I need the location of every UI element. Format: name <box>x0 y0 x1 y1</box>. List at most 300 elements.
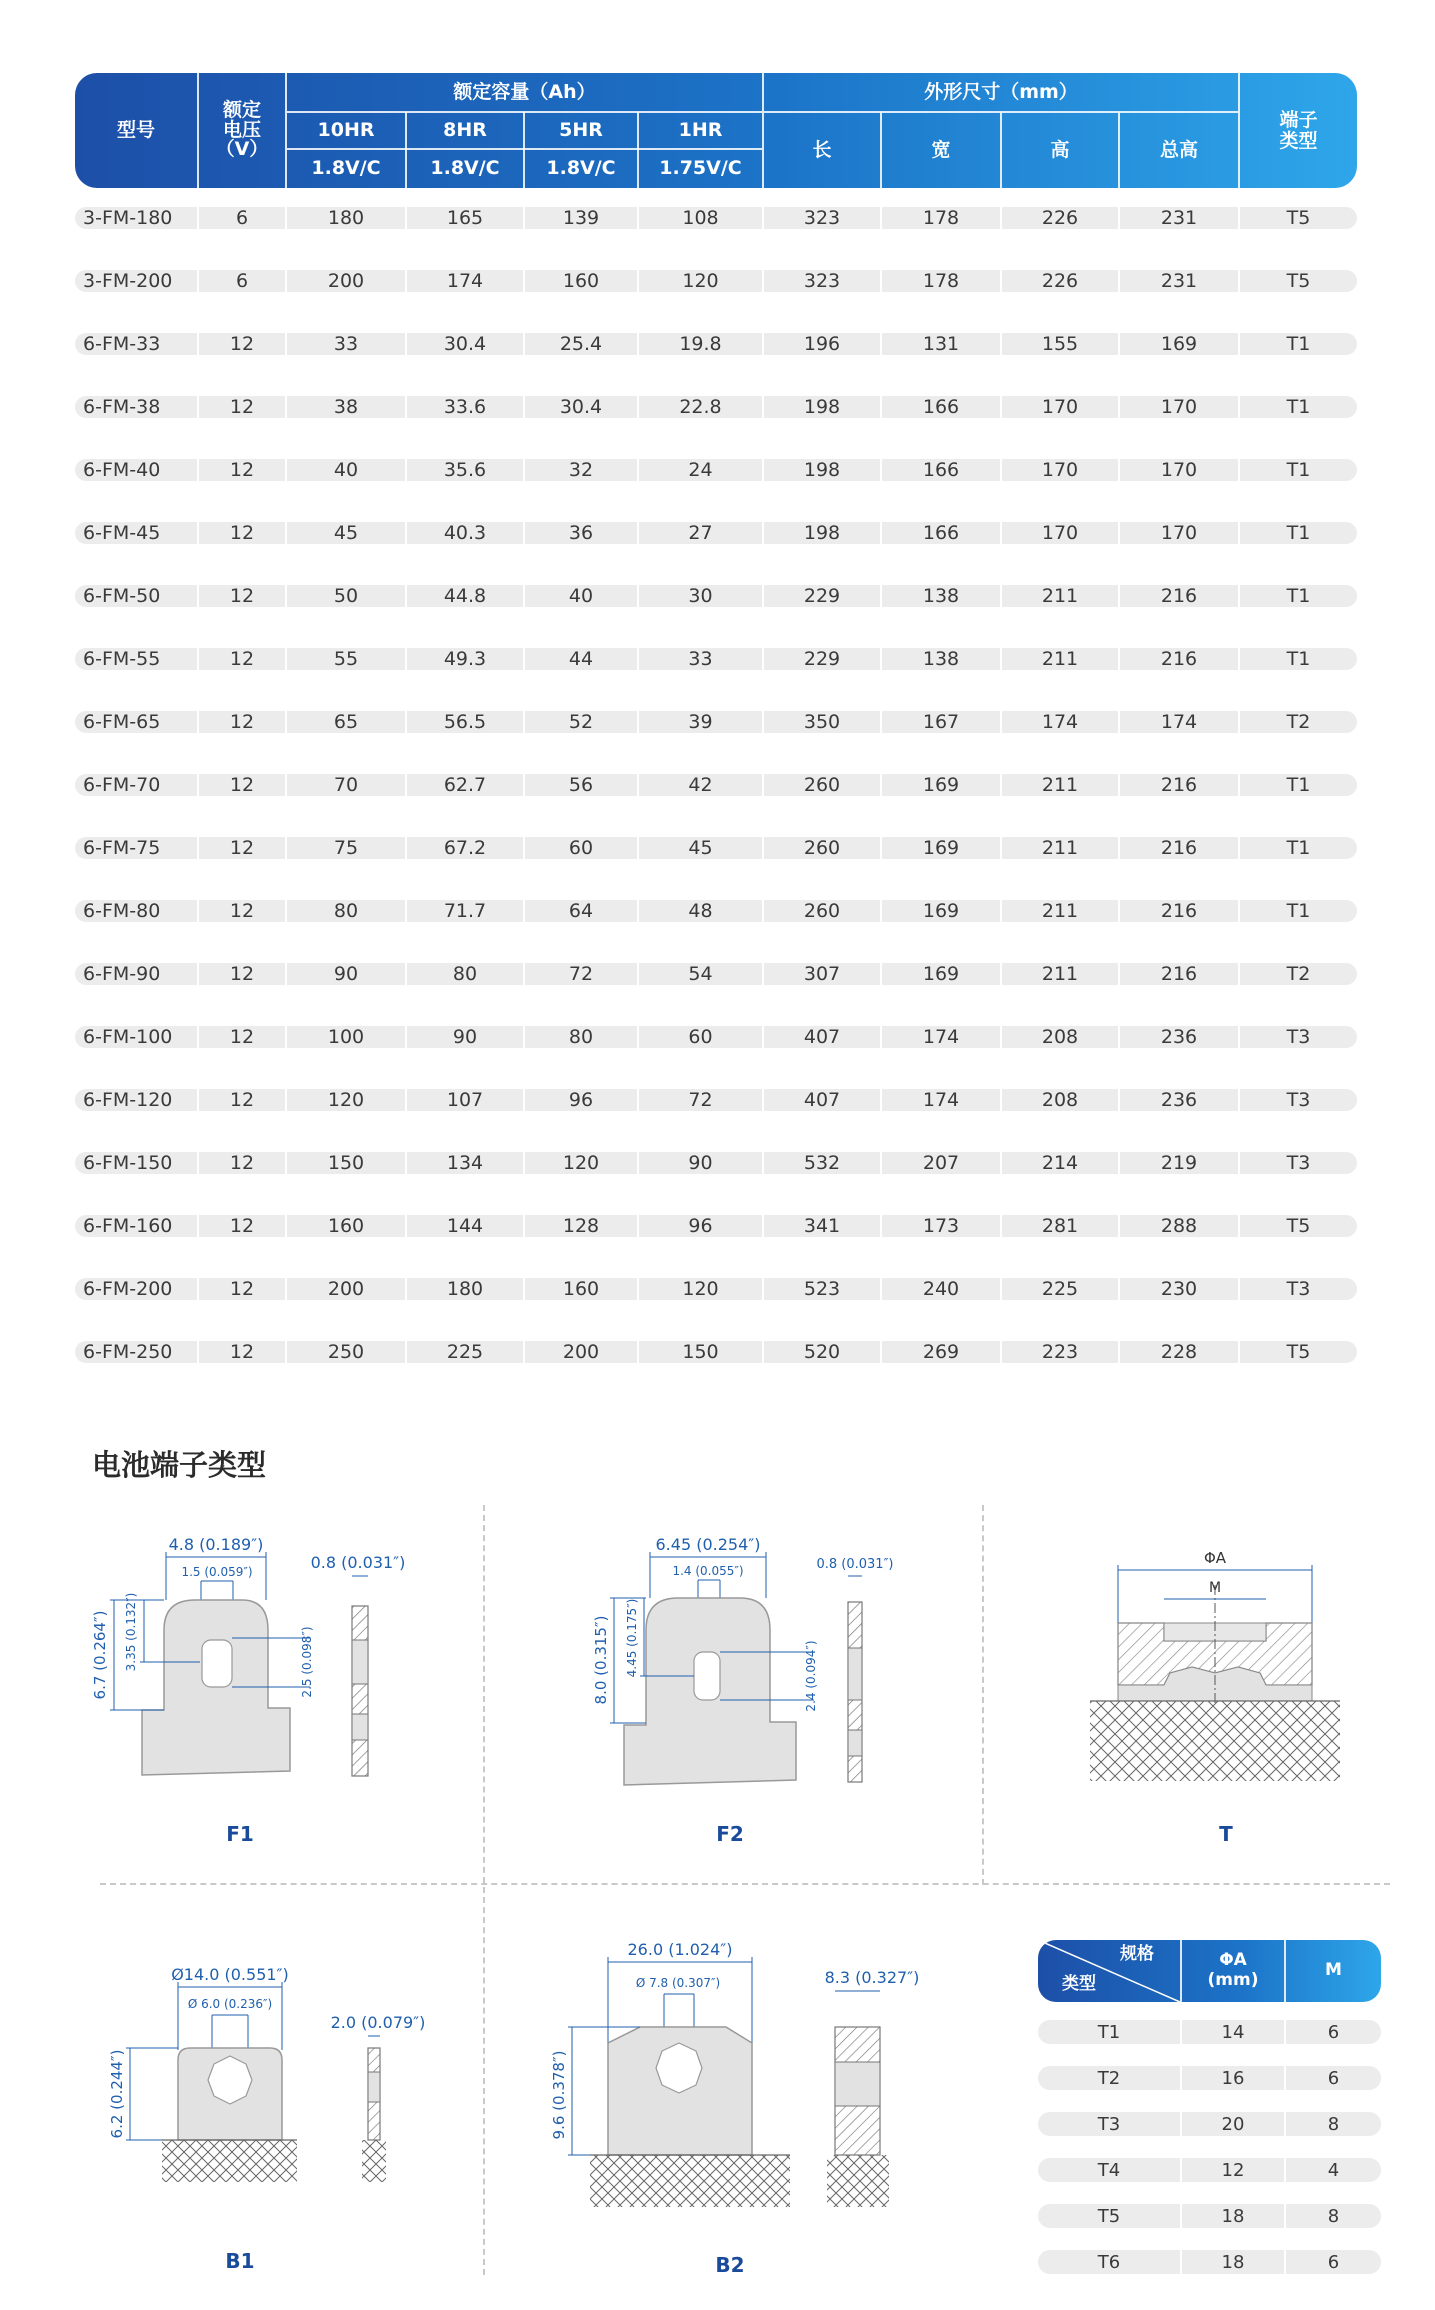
table-cell: T1 <box>1240 459 1357 481</box>
table-cell: 12 <box>199 837 285 859</box>
table-cell: 178 <box>882 270 1000 292</box>
table-cell: 166 <box>882 522 1000 544</box>
terminal-spec-cell: 6 <box>1286 2020 1381 2044</box>
table-cell: 178 <box>882 207 1000 229</box>
table-cell: 229 <box>764 585 880 607</box>
table-cell: 307 <box>764 963 880 985</box>
table-cell: 33.6 <box>407 396 523 418</box>
table-cell: 160 <box>287 1215 405 1237</box>
table-cell: 64 <box>525 900 637 922</box>
f1-dim-hole-pos: 3.35 (0.132″) <box>124 1592 138 1672</box>
table-cell: 523 <box>764 1278 880 1300</box>
table-cell: 67.2 <box>407 837 523 859</box>
terminal-spec-cell: 14 <box>1182 2020 1284 2044</box>
table-cell: 60 <box>639 1026 762 1048</box>
terminal-spec-cell: 8 <box>1286 2112 1381 2136</box>
table-cell: 19.8 <box>639 333 762 355</box>
table-row <box>75 522 1357 544</box>
table-cell: 71.7 <box>407 900 523 922</box>
table-cell: 6 <box>199 270 285 292</box>
terminal-spec-cell: 20 <box>1182 2112 1284 2136</box>
table-cell: 3-FM-180 <box>75 207 197 229</box>
terminal-spec-cell: T6 <box>1038 2250 1180 2274</box>
table-cell: 24 <box>639 459 762 481</box>
table-cell: 22.8 <box>639 396 762 418</box>
table-row <box>75 648 1357 670</box>
table-cell: 134 <box>407 1152 523 1174</box>
table-cell: 6-FM-33 <box>75 333 197 355</box>
table-cell: 72 <box>639 1089 762 1111</box>
f1-dim-slot: 1.5 (0.059″) <box>181 1565 253 1579</box>
b2-dim-thickness: 8.3 (0.327″) <box>824 1968 920 1987</box>
header-model: 型号 <box>116 118 155 141</box>
table-cell: 216 <box>1120 963 1238 985</box>
b1-dim-thickness: 2.0 (0.079″) <box>330 2013 426 2032</box>
table-cell: 40 <box>525 585 637 607</box>
b2-dim-height: 9.6 (0.378″) <box>550 2050 568 2140</box>
table-cell: 208 <box>1002 1089 1118 1111</box>
table-row <box>75 711 1357 733</box>
table-cell: 40 <box>287 459 405 481</box>
table-cell: 139 <box>525 207 637 229</box>
table-cell: 230 <box>1120 1278 1238 1300</box>
table-cell: 6-FM-70 <box>75 774 197 796</box>
table-cell: 169 <box>882 963 1000 985</box>
table-cell: 170 <box>1002 396 1118 418</box>
table-cell: 200 <box>287 270 405 292</box>
table-cell: 198 <box>764 459 880 481</box>
spec-table <box>75 73 1357 1363</box>
terminal-spec-cell: 6 <box>1286 2066 1381 2090</box>
table-cell: 160 <box>525 1278 637 1300</box>
table-cell: 120 <box>287 1089 405 1111</box>
table-cell: T3 <box>1240 1026 1357 1048</box>
table-cell: 228 <box>1120 1341 1238 1363</box>
terminal-spec-row <box>1038 2020 1381 2044</box>
table-cell: 288 <box>1120 1215 1238 1237</box>
table-cell: 208 <box>1002 1026 1118 1048</box>
terminal-t-label: T <box>1219 1822 1233 1846</box>
table-cell: 6-FM-90 <box>75 963 197 985</box>
table-cell: T2 <box>1240 963 1357 985</box>
table-cell: 6 <box>199 207 285 229</box>
table-cell: 27 <box>639 522 762 544</box>
table-cell: 323 <box>764 270 880 292</box>
table-cell: 120 <box>525 1152 637 1174</box>
terminal-b2-label: B2 <box>715 2253 745 2277</box>
header-terminal: 端子 类型 <box>1279 108 1318 152</box>
table-cell: 107 <box>407 1089 523 1111</box>
table-cell: 160 <box>525 270 637 292</box>
b1-dim-height: 6.2 (0.244″) <box>108 2049 126 2139</box>
table-cell: 407 <box>764 1089 880 1111</box>
table-cell: 39 <box>639 711 762 733</box>
table-cell: 25.4 <box>525 333 637 355</box>
table-cell: 108 <box>639 207 762 229</box>
table-cell: 12 <box>199 522 285 544</box>
table-cell: 174 <box>1002 711 1118 733</box>
terminal-section-title: 电池端子类型 <box>92 1448 267 1482</box>
header-dimension-group: 外形尺寸（mm） <box>924 80 1078 103</box>
f2-dim-height: 8.0 (0.315″) <box>592 1615 610 1705</box>
table-cell: 174 <box>1120 711 1238 733</box>
table-cell: 12 <box>199 585 285 607</box>
table-cell: 166 <box>882 396 1000 418</box>
table-cell: 350 <box>764 711 880 733</box>
table-cell: 211 <box>1002 963 1118 985</box>
table-cell: T1 <box>1240 774 1357 796</box>
table-cell: 6-FM-160 <box>75 1215 197 1237</box>
b2-dim-hole: Ø 7.8 (0.307″) <box>635 1976 721 1990</box>
header-rate-5hr: 5HR <box>559 118 603 141</box>
table-row <box>75 1152 1357 1174</box>
table-cell: 36 <box>525 522 637 544</box>
terminal-spec-cell: T3 <box>1038 2112 1180 2136</box>
table-cell: 269 <box>882 1341 1000 1363</box>
table-cell: 54 <box>639 963 762 985</box>
table-cell: 169 <box>882 837 1000 859</box>
table-cell: 225 <box>407 1341 523 1363</box>
table-cell: 42 <box>639 774 762 796</box>
table-cell: 407 <box>764 1026 880 1048</box>
table-cell: 48 <box>639 900 762 922</box>
table-cell: 12 <box>199 900 285 922</box>
table-cell: 50 <box>287 585 405 607</box>
f2-dim-width: 6.45 (0.254″) <box>655 1535 761 1554</box>
table-cell: 216 <box>1120 774 1238 796</box>
terminal-spec-cell: 4 <box>1286 2158 1381 2182</box>
table-cell: 30.4 <box>407 333 523 355</box>
t-dim-M: M <box>1208 1580 1222 1596</box>
table-cell: 45 <box>639 837 762 859</box>
table-cell: 96 <box>525 1089 637 1111</box>
table-cell: 12 <box>199 1341 285 1363</box>
table-cell: 198 <box>764 522 880 544</box>
b1-dim-hole: Ø 6.0 (0.236″) <box>187 1997 273 2011</box>
f1-dim-slot-height: 2.5 (0.098″) <box>300 1626 314 1698</box>
table-cell: T1 <box>1240 837 1357 859</box>
terminal-spec-row <box>1038 2066 1381 2090</box>
table-cell: T5 <box>1240 1341 1357 1363</box>
table-cell: 170 <box>1120 459 1238 481</box>
table-cell: 33 <box>639 648 762 670</box>
table-cell: 65 <box>287 711 405 733</box>
table-cell: 96 <box>639 1215 762 1237</box>
table-cell: 198 <box>764 396 880 418</box>
table-cell: 33 <box>287 333 405 355</box>
table-cell: 180 <box>407 1278 523 1300</box>
table-cell: 170 <box>1002 459 1118 481</box>
table-cell: T5 <box>1240 207 1357 229</box>
table-cell: 6-FM-65 <box>75 711 197 733</box>
table-row <box>75 1215 1357 1237</box>
terminal-spec-cell: 16 <box>1182 2066 1284 2090</box>
spec-table-body <box>75 207 1357 1363</box>
table-cell: 12 <box>199 774 285 796</box>
header-dim-width: 宽 <box>931 138 951 161</box>
table-cell: 150 <box>287 1152 405 1174</box>
b2-dim-width: 26.0 (1.024″) <box>627 1940 733 1959</box>
table-cell: 75 <box>287 837 405 859</box>
table-cell: 60 <box>525 837 637 859</box>
t-dim-phiA: ΦA <box>1203 1549 1227 1567</box>
table-cell: 173 <box>882 1215 1000 1237</box>
table-cell: 207 <box>882 1152 1000 1174</box>
table-cell: 70 <box>287 774 405 796</box>
table-row <box>75 963 1357 985</box>
table-cell: 250 <box>287 1341 405 1363</box>
terminal-spec-row <box>1038 2112 1381 2136</box>
table-cell: 225 <box>1002 1278 1118 1300</box>
table-cell: 219 <box>1120 1152 1238 1174</box>
table-cell: 40.3 <box>407 522 523 544</box>
table-cell: 174 <box>882 1026 1000 1048</box>
table-cell: 226 <box>1002 207 1118 229</box>
table-cell: 240 <box>882 1278 1000 1300</box>
table-cell: 169 <box>882 774 1000 796</box>
table-cell: 12 <box>199 396 285 418</box>
table-cell: 211 <box>1002 585 1118 607</box>
table-cell: 72 <box>525 963 637 985</box>
table-cell: 216 <box>1120 837 1238 859</box>
table-row <box>75 333 1357 355</box>
b1-dim-outer: Ø14.0 (0.551″) <box>171 1965 289 1984</box>
terminal-spec-cell: T2 <box>1038 2066 1180 2090</box>
table-cell: 128 <box>525 1215 637 1237</box>
table-cell: 131 <box>882 333 1000 355</box>
table-row <box>75 900 1357 922</box>
terminal-spec-cell: 18 <box>1182 2250 1284 2274</box>
table-cell: 6-FM-250 <box>75 1341 197 1363</box>
table-cell: 12 <box>199 1026 285 1048</box>
table-cell: 169 <box>882 900 1000 922</box>
table-cell: 260 <box>764 900 880 922</box>
table-cell: 236 <box>1120 1089 1238 1111</box>
table-cell: 30 <box>639 585 762 607</box>
table-cell: 216 <box>1120 585 1238 607</box>
table-cell: T1 <box>1240 333 1357 355</box>
table-cell: 90 <box>407 1026 523 1048</box>
terminal-spec-cell: 8 <box>1286 2204 1381 2228</box>
table-cell: 236 <box>1120 1026 1238 1048</box>
table-cell: 12 <box>199 1089 285 1111</box>
table-row <box>75 459 1357 481</box>
terminal-spec-cell: 6 <box>1286 2250 1381 2274</box>
table-cell: 56.5 <box>407 711 523 733</box>
table-cell: 170 <box>1120 522 1238 544</box>
table-cell: 56 <box>525 774 637 796</box>
terminal-spec-table <box>1038 1940 1381 2274</box>
table-cell: T3 <box>1240 1278 1357 1300</box>
terminal-f1-label: F1 <box>226 1822 254 1846</box>
f1-dim-height: 6.7 (0.264″) <box>91 1610 109 1700</box>
table-cell: 45 <box>287 522 405 544</box>
header-rate-8hr: 8HR <box>443 118 487 141</box>
table-cell: 323 <box>764 207 880 229</box>
spec-table-header <box>75 73 1357 188</box>
terminal-spec-cell: 18 <box>1182 2204 1284 2228</box>
table-cell: 214 <box>1002 1152 1118 1174</box>
table-cell: 166 <box>882 459 1000 481</box>
table-cell: 196 <box>764 333 880 355</box>
table-cell: 49.3 <box>407 648 523 670</box>
header-voltage: 额定 电压 （V） <box>215 98 269 161</box>
terminal-spec-cell: T1 <box>1038 2020 1180 2044</box>
table-cell: 80 <box>407 963 523 985</box>
table-cell: 80 <box>525 1026 637 1048</box>
table-cell: 12 <box>199 1278 285 1300</box>
f1-dim-thickness: 0.8 (0.031″) <box>310 1553 406 1572</box>
terminal-spec-row <box>1038 2158 1381 2182</box>
terminal-spec-header <box>1038 1940 1381 2002</box>
table-cell: 200 <box>287 1278 405 1300</box>
header-rate-10hr: 10HR <box>317 118 375 141</box>
table-cell: 6-FM-100 <box>75 1026 197 1048</box>
table-cell: 6-FM-45 <box>75 522 197 544</box>
table-cell: 6-FM-80 <box>75 900 197 922</box>
terminal-spec-cell: T4 <box>1038 2158 1180 2182</box>
table-cell: 260 <box>764 837 880 859</box>
table-cell: 6-FM-200 <box>75 1278 197 1300</box>
table-cell: 38 <box>287 396 405 418</box>
table-cell: 3-FM-200 <box>75 270 197 292</box>
terminal-b1-drawing <box>100 1960 440 2210</box>
header-cutoff-8hr: 1.8V/C <box>430 157 500 180</box>
terminal-spec-body <box>1038 2020 1381 2274</box>
table-cell: 150 <box>639 1341 762 1363</box>
table-cell: 12 <box>199 963 285 985</box>
header-dim-total-height: 总高 <box>1159 138 1198 161</box>
table-cell: 32 <box>525 459 637 481</box>
f1-dim-width: 4.8 (0.189″) <box>168 1535 264 1554</box>
table-cell: 180 <box>287 207 405 229</box>
table-cell: 229 <box>764 648 880 670</box>
f2-dim-slot-height: 2.4 (0.094″) <box>804 1640 818 1712</box>
terminal-spec-cell: T5 <box>1038 2204 1180 2228</box>
table-cell: 216 <box>1120 648 1238 670</box>
table-cell: 167 <box>882 711 1000 733</box>
table-cell: 55 <box>287 648 405 670</box>
table-cell: 12 <box>199 648 285 670</box>
terminal-t-drawing <box>1080 1545 1370 1805</box>
f2-dim-slot: 1.4 (0.055″) <box>672 1564 744 1578</box>
table-row <box>75 396 1357 418</box>
table-cell: 174 <box>882 1089 1000 1111</box>
header-cutoff-5hr: 1.8V/C <box>546 157 616 180</box>
table-cell: 120 <box>639 270 762 292</box>
table-cell: 6-FM-40 <box>75 459 197 481</box>
table-cell: 211 <box>1002 900 1118 922</box>
header-M: M <box>1325 1960 1342 1981</box>
table-row <box>75 1278 1357 1300</box>
table-cell: 170 <box>1120 396 1238 418</box>
header-cutoff-10hr: 1.8V/C <box>311 157 381 180</box>
terminal-spec-cell: 12 <box>1182 2158 1284 2182</box>
header-capacity-group: 额定容量（Ah） <box>453 80 596 103</box>
table-row <box>75 585 1357 607</box>
table-cell: T3 <box>1240 1152 1357 1174</box>
table-cell: 30.4 <box>525 396 637 418</box>
table-cell: T2 <box>1240 711 1357 733</box>
table-cell: 520 <box>764 1341 880 1363</box>
table-cell: 6-FM-50 <box>75 585 197 607</box>
table-cell: 100 <box>287 1026 405 1048</box>
table-cell: T3 <box>1240 1089 1357 1111</box>
table-cell: 170 <box>1002 522 1118 544</box>
table-cell: 138 <box>882 585 1000 607</box>
table-cell: 12 <box>199 1152 285 1174</box>
table-cell: 6-FM-38 <box>75 396 197 418</box>
table-row <box>75 207 1357 229</box>
table-cell: 6-FM-120 <box>75 1089 197 1111</box>
f2-dim-thickness: 0.8 (0.031″) <box>816 1557 894 1572</box>
terminal-b2-drawing <box>530 1935 950 2225</box>
table-row <box>75 1341 1357 1363</box>
table-cell: 62.7 <box>407 774 523 796</box>
table-cell: T1 <box>1240 522 1357 544</box>
table-cell: 12 <box>199 1215 285 1237</box>
table-cell: 200 <box>525 1341 637 1363</box>
table-cell: 12 <box>199 711 285 733</box>
table-cell: 12 <box>199 459 285 481</box>
table-cell: 12 <box>199 333 285 355</box>
table-row <box>75 837 1357 859</box>
table-cell: 80 <box>287 900 405 922</box>
table-cell: T1 <box>1240 900 1357 922</box>
table-cell: 6-FM-75 <box>75 837 197 859</box>
header-dim-length: 长 <box>812 138 832 161</box>
table-cell: 6-FM-150 <box>75 1152 197 1174</box>
table-cell: 260 <box>764 774 880 796</box>
header-type: 类型 <box>1062 1974 1096 1995</box>
table-cell: 90 <box>639 1152 762 1174</box>
terminal-b1-label: B1 <box>225 2249 255 2273</box>
table-row <box>75 1026 1357 1048</box>
table-cell: 281 <box>1002 1215 1118 1237</box>
table-cell: T5 <box>1240 1215 1357 1237</box>
table-row <box>75 774 1357 796</box>
table-cell: 44.8 <box>407 585 523 607</box>
table-cell: 211 <box>1002 774 1118 796</box>
table-cell: T1 <box>1240 396 1357 418</box>
header-rate-1hr: 1HR <box>678 118 723 141</box>
table-cell: 169 <box>1120 333 1238 355</box>
table-cell: 120 <box>639 1278 762 1300</box>
table-row <box>75 1089 1357 1111</box>
terminal-spec-row <box>1038 2204 1381 2228</box>
terminal-f2-drawing <box>570 1530 910 1800</box>
table-cell: T5 <box>1240 270 1357 292</box>
table-cell: 165 <box>407 207 523 229</box>
table-cell: 226 <box>1002 270 1118 292</box>
header-dim-height: 高 <box>1050 138 1070 161</box>
header-spec: 规格 <box>1120 1944 1154 1965</box>
table-cell: 211 <box>1002 837 1118 859</box>
table-cell: 90 <box>287 963 405 985</box>
table-cell: 35.6 <box>407 459 523 481</box>
header-cutoff-1hr: 1.75V/C <box>659 157 742 180</box>
terminal-f2-label: F2 <box>716 1822 744 1846</box>
table-cell: 138 <box>882 648 1000 670</box>
table-cell: 174 <box>407 270 523 292</box>
table-cell: T1 <box>1240 648 1357 670</box>
table-cell: 44 <box>525 648 637 670</box>
table-cell: 216 <box>1120 900 1238 922</box>
table-cell: 231 <box>1120 270 1238 292</box>
table-cell: 155 <box>1002 333 1118 355</box>
table-row <box>75 270 1357 292</box>
table-cell: 223 <box>1002 1341 1118 1363</box>
